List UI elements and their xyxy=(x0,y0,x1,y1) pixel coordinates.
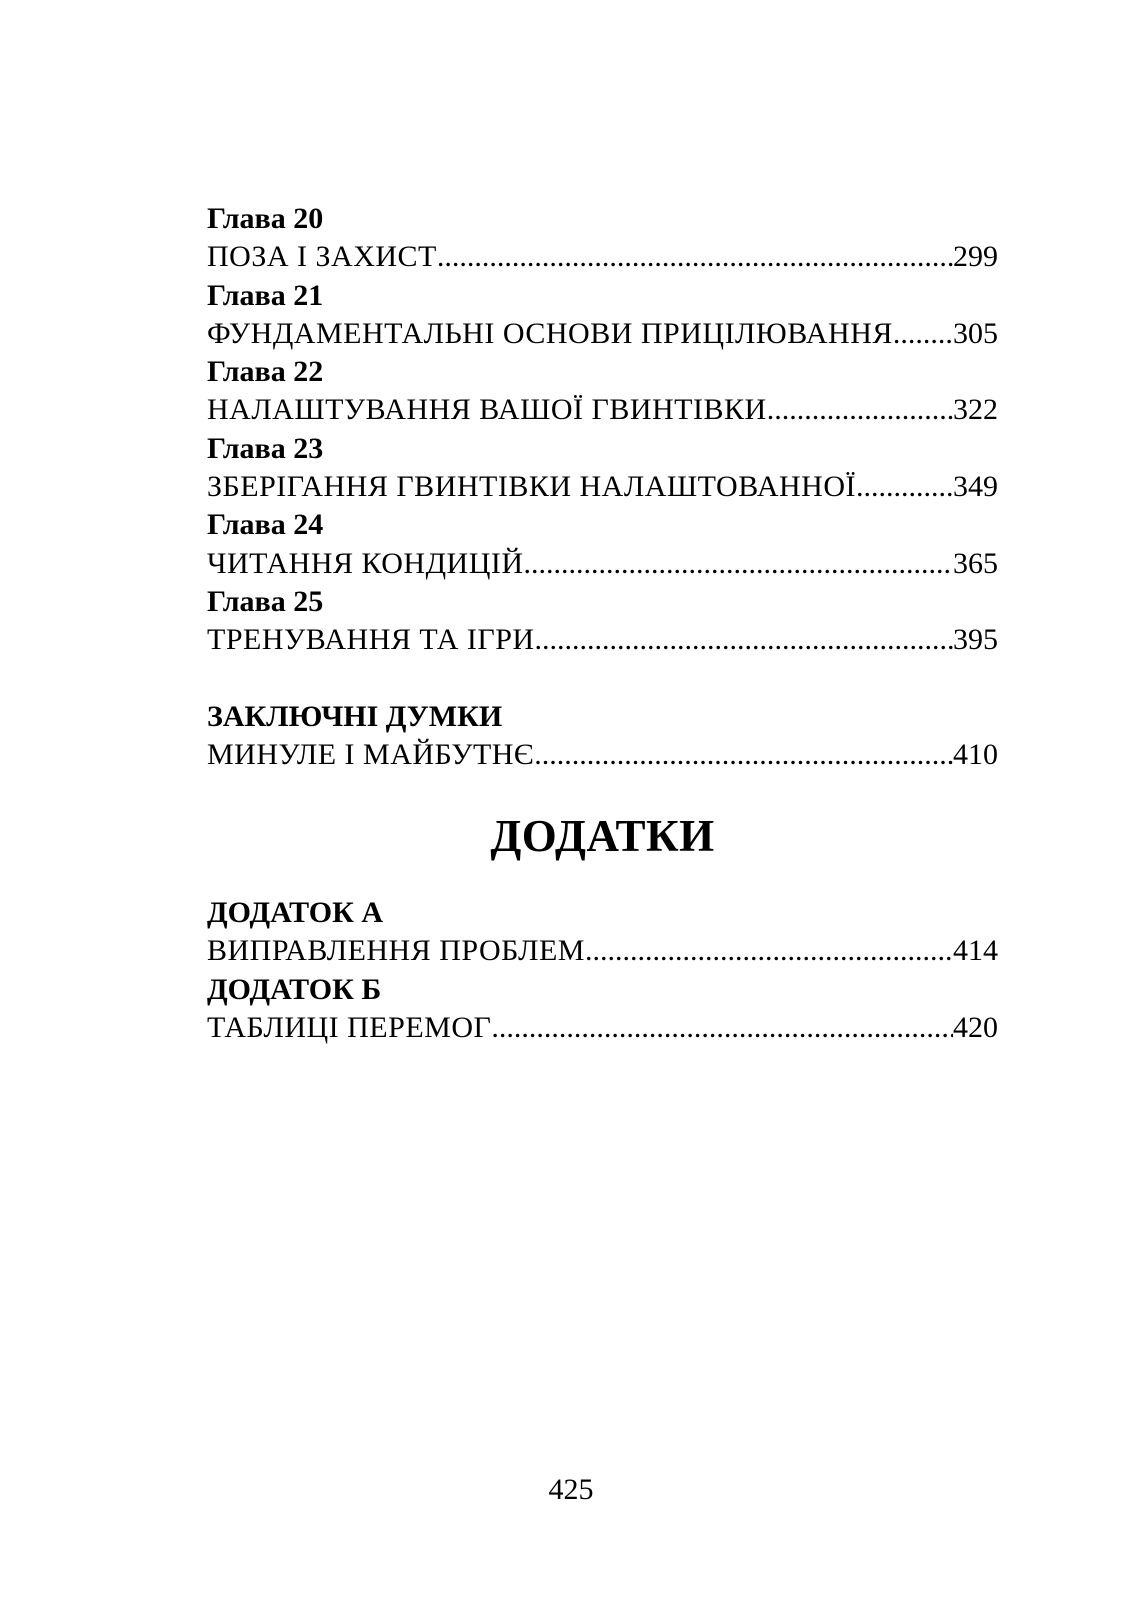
dot-leader xyxy=(534,736,953,774)
chapter-label: Глава 22 xyxy=(207,355,324,389)
chapter-page-number: 349 xyxy=(953,470,998,504)
dot-leader xyxy=(437,238,953,276)
chapter-page-number: 395 xyxy=(953,623,998,657)
closing-page-number: 410 xyxy=(953,737,998,771)
toc-line xyxy=(207,315,998,353)
closing-label: ЗАКЛЮЧНІ ДУМКИ xyxy=(207,699,503,733)
toc-line xyxy=(207,391,998,429)
toc-entry-chapter-23 xyxy=(207,430,998,507)
dot-leader xyxy=(491,1009,953,1047)
toc-entry-appendix-b xyxy=(207,971,998,1048)
chapter-title: ПОЗА І ЗАХИСТ xyxy=(207,240,437,274)
toc-entry-chapter-24 xyxy=(207,506,998,583)
toc-entry-chapter-21 xyxy=(207,277,998,354)
chapter-title: ТРЕНУВАННЯ ТА ІГРИ xyxy=(207,623,535,657)
dot-leader xyxy=(767,391,953,429)
toc-entry-chapter-22 xyxy=(207,353,998,430)
toc-line xyxy=(207,545,998,583)
chapter-label: Глава 20 xyxy=(207,202,324,235)
chapter-page-number: 365 xyxy=(953,546,998,580)
toc-entry-chapter-20 xyxy=(207,200,998,277)
dot-leader xyxy=(585,932,953,970)
chapter-title: ЧИТАННЯ КОНДИЦІЙ xyxy=(207,546,524,580)
page-footer xyxy=(0,1471,1142,1509)
dot-leader xyxy=(893,315,953,353)
chapter-label: Глава 24 xyxy=(207,508,324,542)
dot-leader xyxy=(524,545,953,583)
toc-entry-appendix-a xyxy=(207,894,998,971)
appendix-label: ДОДАТОК А xyxy=(207,896,384,930)
toc-line xyxy=(207,468,998,506)
toc-line xyxy=(207,932,998,970)
chapter-title: НАЛАШТУВАННЯ ВАШОЇ ГВИНТІВКИ xyxy=(207,393,767,427)
chapter-entries-section xyxy=(207,200,998,660)
toc-line xyxy=(207,621,998,659)
appendix-title: ВИПРАВЛЕННЯ ПРОБЛЕМ xyxy=(207,934,585,968)
toc-line xyxy=(207,1009,998,1047)
chapter-label: Глава 23 xyxy=(207,431,324,465)
appendix-page-number: 414 xyxy=(953,934,998,968)
chapter-title: ФУНДАМЕНТАЛЬНІ ОСНОВИ ПРИЦІЛЮВАННЯ xyxy=(207,316,893,350)
toc-line xyxy=(207,736,998,774)
toc-line xyxy=(207,238,998,276)
footer-page-number: 425 xyxy=(548,1473,594,1506)
chapter-page-number: 305 xyxy=(953,316,998,350)
appendix-title: ТАБЛИЦІ ПЕРЕМОГ xyxy=(207,1011,492,1045)
table-of-contents xyxy=(207,200,998,1047)
closing-thoughts-entry xyxy=(207,698,998,775)
chapter-page-number: 322 xyxy=(953,393,998,427)
appendix-entries-section xyxy=(207,894,998,1047)
toc-entry-chapter-25 xyxy=(207,583,998,660)
closing-title: МИНУЛЕ І МАЙБУТНЄ xyxy=(207,737,535,771)
chapter-label: Глава 25 xyxy=(207,584,324,618)
dot-leader xyxy=(856,468,953,506)
dot-leader xyxy=(535,621,953,659)
chapter-label: Глава 21 xyxy=(207,278,324,312)
appendices-heading: ДОДАТКИ xyxy=(490,811,715,862)
chapter-page-number: 299 xyxy=(953,240,998,274)
appendix-page-number: 420 xyxy=(953,1011,998,1045)
chapter-title: ЗБЕРІГАННЯ ГВИНТІВКИ НАЛАШТОВАННОЇ xyxy=(207,470,856,504)
appendix-label: ДОДАТОК Б xyxy=(207,972,382,1006)
